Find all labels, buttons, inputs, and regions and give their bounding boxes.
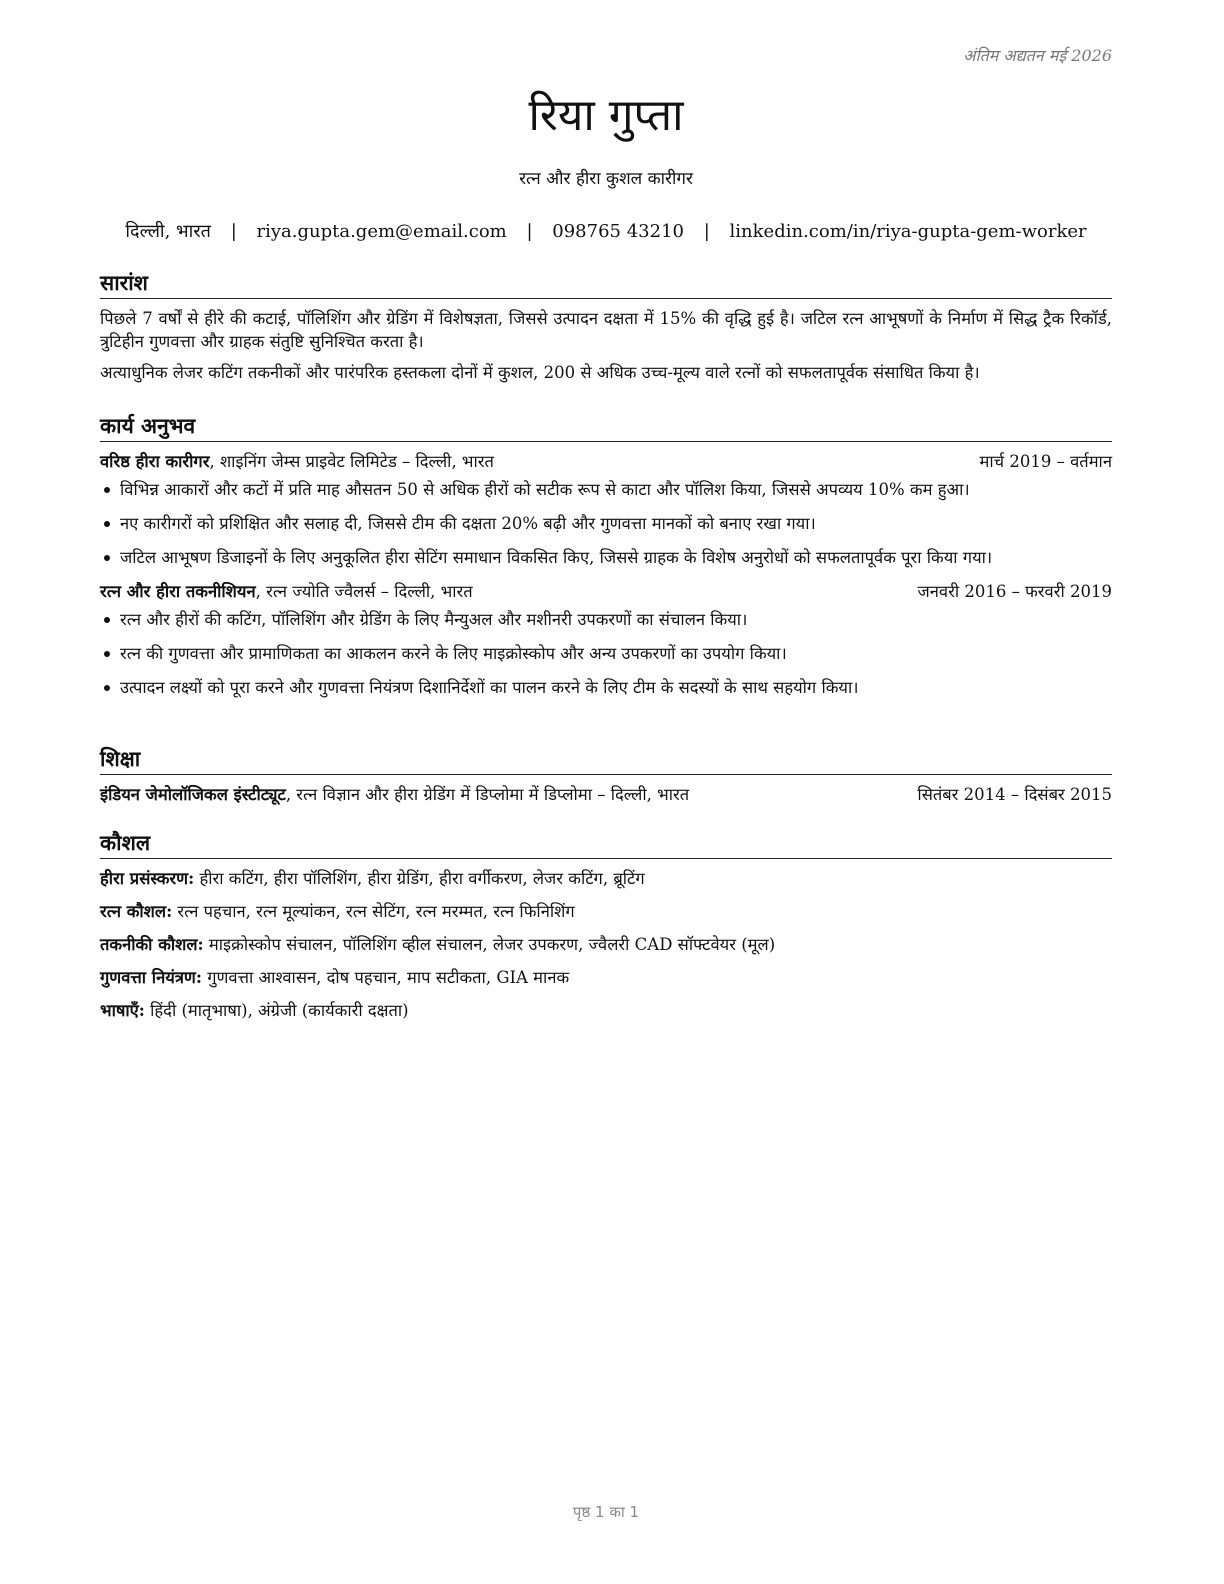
job-role: रत्न और हीरा तकनीशियन [100, 582, 256, 601]
job-organization: , रत्न ज्योति ज्वैलर्स – दिल्ली, भारत [255, 582, 473, 601]
skill-value: हिंदी (मातृभाषा), अंग्रेजी (कार्यकारी दक्षता) [144, 1001, 409, 1020]
job-header [100, 450, 1112, 474]
skill-value: गुणवत्ता आश्वासन, दोष पहचान, माप सटीकता, GIA मानक [201, 968, 570, 987]
job-title-line [100, 580, 473, 604]
job-bullet: विभिन्न आकारों और कटों में प्रति माह औसतन 50 से अधिक हीरों को सटीक रूप से काटा और पॉलिश किया, जिससे अपव्यय 10% कम हुआ। [100, 478, 1112, 501]
candidate-headline: रत्न और हीरा कुशल कारीगर [519, 169, 693, 189]
candidate-name: रिया गुप्ता [528, 90, 684, 141]
skill-value: हीरा कटिंग, हीरा पॉलिशिंग, हीरा ग्रेडिंग, हीरा वर्गीकरण, लेजर कटिंग, ब्रूटिंग [194, 869, 645, 888]
last-updated: अंतिम अद्यतन मई 2026 [963, 46, 1112, 65]
contact-phone: 098765 43210 [552, 221, 684, 242]
summary-paragraph: अत्याधुनिक लेजर कटिंग तकनीकों और पारंपरिक हस्तकला दोनों में कुशल, 200 से अधिक उच्च-मूल्य वाले रत्नों को सफलतापूर्वक संसाधित किया है। [100, 363, 980, 382]
skills-section [100, 829, 1112, 1032]
skill-value: रत्न पहचान, रत्न मूल्यांकन, रत्न सेटिंग, रत्न मरम्मत, रत्न फिनिशिंग [172, 902, 575, 921]
job-title-line [100, 450, 494, 474]
contact-linkedin[interactable]: linkedin.com/in/riya-gupta-gem-worker [729, 221, 1087, 242]
job-header [100, 580, 1112, 604]
skill-row [100, 999, 1112, 1022]
job-entry [100, 450, 1112, 569]
job-organization: , शाइनिंग जेम्स प्राइवेट लिमिटेड – दिल्ली, भारत [209, 452, 494, 471]
job-dates: मार्च 2019 – वर्तमान [979, 452, 1112, 471]
job-role: वरिष्ठ हीरा कारीगर [100, 452, 210, 471]
summary-section [100, 269, 1112, 392]
contact-email[interactable]: riya.gupta.gem@email.com [256, 221, 507, 242]
job-bullet: रत्न की गुणवत्ता और प्रामाणिकता का आकलन करने के लिए माइक्रोस्कोप और अन्य उपकरणों का उपयोग किया। [100, 642, 1112, 665]
contact-separator: | [526, 221, 533, 242]
job-dates: जनवरी 2016 – फरवरी 2019 [917, 582, 1112, 601]
skill-row [100, 966, 1112, 989]
education-institution: इंडियन जेमोलॉजिकल इंस्टीट्यूट [100, 785, 286, 804]
skill-label: भाषाएँ: [100, 1001, 145, 1020]
job-bullet: उत्पादन लक्ष्यों को पूरा करने और गुणवत्ता नियंत्रण दिशानिर्देशों का पालन करने के लिए टीम के सदस्यों के साथ सहयोग किया। [100, 676, 1112, 699]
experience-section [100, 412, 1112, 710]
contact-separator: | [703, 221, 710, 242]
education-detail: , रत्न विज्ञान और हीरा ग्रेडिंग में डिप्लोमा में डिप्लोमा – दिल्ली, भारत [285, 785, 690, 804]
page-number: पृष्ठ 1 का 1 [572, 1503, 640, 1521]
job-bullets [100, 608, 1112, 699]
education-title-line [100, 783, 689, 807]
skill-label: तकनीकी कौशल: [100, 935, 204, 954]
skill-row [100, 933, 1112, 956]
skill-value: माइक्रोस्कोप संचालन, पॉलिशिंग व्हील संचालन, लेजर उपकरण, ज्वैलरी CAD सॉफ्टवेयर (मूल) [203, 935, 776, 954]
contact-separator: | [230, 221, 237, 242]
section-title-summary: सारांश [100, 269, 1112, 299]
summary-paragraph: पिछले 7 वर्षों से हीरे की कटाई, पॉलिशिंग और ग्रेडिंग में विशेषज्ञता, जिससे उत्पादन दक्षता में 15% की वृद्धि हुई है। जटिल रत्न आभूषणों के निर्माण में सिद्ध ट्रैक रिकॉर्ड, त्रुटिहीन गुणवत्ता और ग्राहक संतुष्टि सुनिश्चित करता है। [100, 309, 1112, 351]
contact-location: दिल्ली, भारत [125, 221, 211, 242]
education-section [100, 745, 1112, 807]
skill-label: गुणवत्ता नियंत्रण: [100, 968, 202, 987]
job-bullet: जटिल आभूषण डिजाइनों के लिए अनुकूलित हीरा सेटिंग समाधान विकसित किए, जिससे ग्राहक के विशेष अनुरोधों को सफलतापूर्वक पूरा किया गया। [100, 546, 1112, 569]
section-title-experience: कार्य अनुभव [100, 412, 1112, 442]
education-dates: सितंबर 2014 – दिसंबर 2015 [917, 785, 1112, 804]
contact-line [100, 219, 1112, 243]
skill-row [100, 900, 1112, 923]
job-bullet: नए कारीगरों को प्रशिक्षित और सलाह दी, जिससे टीम की दक्षता 20% बढ़ी और गुणवत्ता मानकों को बनाए रखा गया। [100, 512, 1112, 535]
job-bullet: रत्न और हीरों की कटिंग, पॉलिशिंग और ग्रेडिंग के लिए मैन्युअल और मशीनरी उपकरणों का संचालन किया। [100, 608, 1112, 631]
section-title-education: शिक्षा [100, 745, 1112, 775]
education-entry [100, 783, 1112, 807]
skill-label: रत्न कौशल: [100, 902, 173, 921]
skill-row [100, 867, 1112, 890]
section-title-skills: कौशल [100, 829, 1112, 859]
job-entry [100, 580, 1112, 699]
job-bullets [100, 478, 1112, 569]
skill-label: हीरा प्रसंस्करण: [100, 869, 195, 888]
